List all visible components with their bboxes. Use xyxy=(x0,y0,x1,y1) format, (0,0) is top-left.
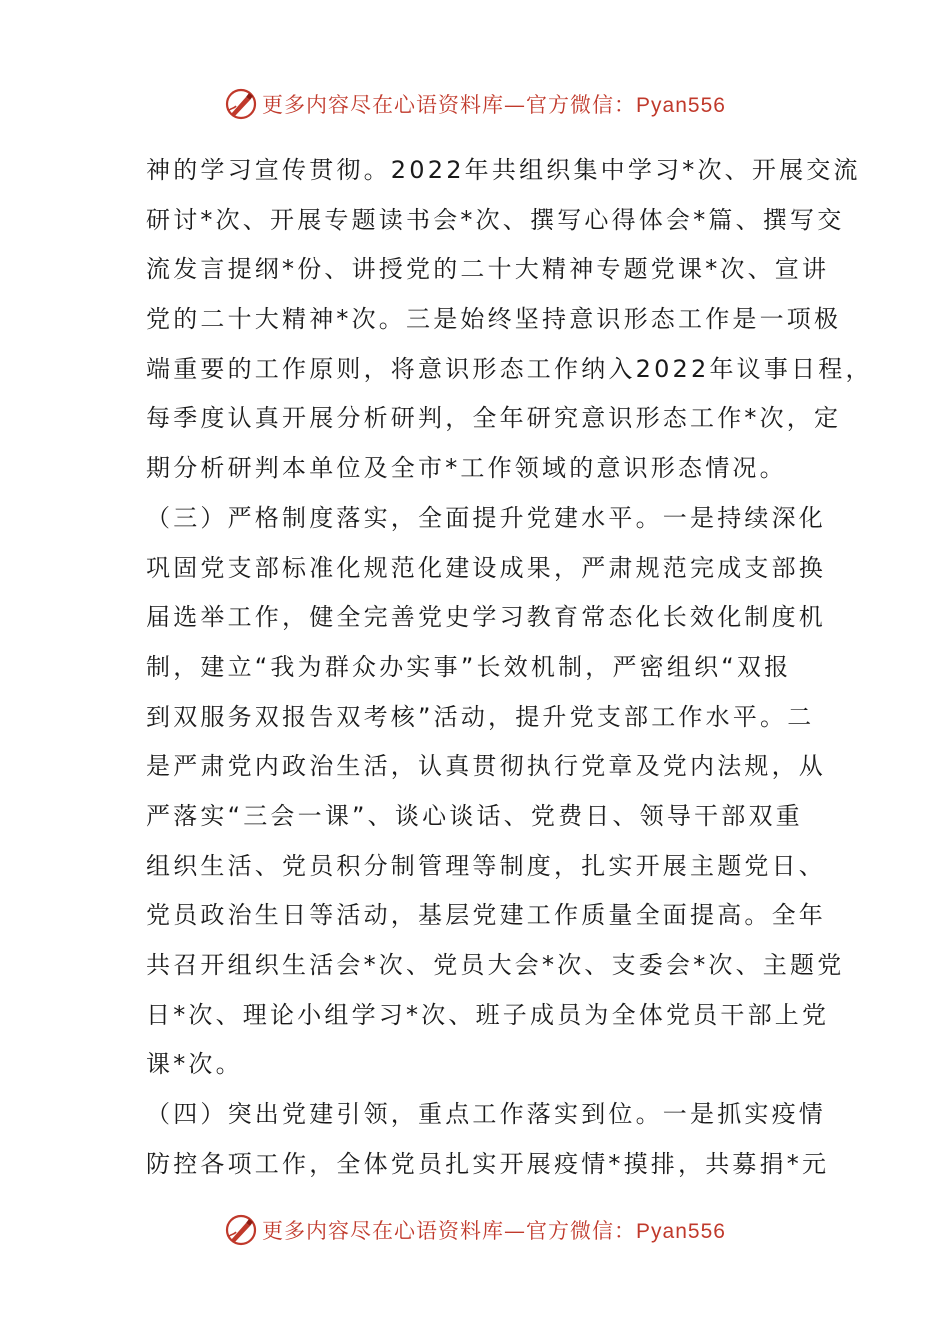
text-line: 巩固党支部标准化规范化建设成果，严肃规范完成支部换 xyxy=(146,553,826,582)
text-line: 神的学习宣传贯彻。2022年共组织集中学习*次、开展交流 xyxy=(146,156,861,184)
section-heading-line: （三）严格制度落实，全面提升党建水平。一是持续深化 xyxy=(146,503,826,532)
text-line: 组织生活、党员积分制管理等制度，扎实开展主题党日、 xyxy=(146,851,826,880)
text-line: 制，建立“我为群众办实事”长效机制，严密组织“双报 xyxy=(146,652,792,681)
text-line: 严落实“三会一课”、谈心谈话、党费日、领导干部双重 xyxy=(146,801,803,830)
watermark-label: 更多内容尽在心语资料库—官方微信： xyxy=(262,93,637,117)
text-line: 共召开组织生活会*次、党员大会*次、支委会*次、主题党 xyxy=(146,951,845,979)
text-line: 届选举工作，健全完善党史学习教育常态化长效化制度机 xyxy=(146,603,826,632)
text-line: 党员政治生日等活动，基层党建工作质量全面提高。全年 xyxy=(146,901,826,930)
footer-watermark xyxy=(0,1210,950,1250)
pen-logo-icon xyxy=(224,87,258,121)
text-line: 端重要的工作原则，将意识形态工作纳入2022年议事日程， xyxy=(146,354,873,383)
text-line: 防控各项工作，全体党员扎实开展疫情*摸排，共募捐*元 xyxy=(146,1149,830,1178)
watermark-text xyxy=(262,1215,726,1245)
text-line: 研讨*次、开展专题读书会*次、撰写心得体会*篇、撰写交 xyxy=(146,205,845,234)
section-heading-line: （四）突出党建引领，重点工作落实到位。一是抓实疫情 xyxy=(146,1100,826,1129)
text-line: 日*次、理论小组学习*次、班子成员为全体党员干部上党 xyxy=(146,1000,830,1029)
watermark-label: 更多内容尽在心语资料库—官方微信： xyxy=(262,1219,637,1243)
document-body xyxy=(146,146,873,1189)
watermark-handle: Pyan556 xyxy=(636,1220,726,1243)
watermark-text xyxy=(262,89,726,119)
text-line: 是严肃党内政治生活，认真贯彻执行党章及党内法规，从 xyxy=(146,752,826,781)
text-line: 流发言提纲*份、讲授党的二十大精神专题党课*次、宣讲 xyxy=(146,255,830,284)
header-watermark xyxy=(0,84,950,124)
text-line: 党的二十大精神*次。三是始终坚持意识形态工作是一项极 xyxy=(146,305,842,334)
text-line: 到双服务双报告双考核”活动，提升党支部工作水平。二 xyxy=(146,702,815,731)
text-line: 每季度认真开展分析研判，全年研究意识形态工作*次，定 xyxy=(146,404,842,433)
text-line: 期分析研判本单位及全市*工作领域的意识形态情况。 xyxy=(146,454,787,483)
pen-logo-icon xyxy=(224,1213,258,1247)
watermark-handle: Pyan556 xyxy=(636,94,726,117)
text-line: 课*次。 xyxy=(146,1050,243,1079)
